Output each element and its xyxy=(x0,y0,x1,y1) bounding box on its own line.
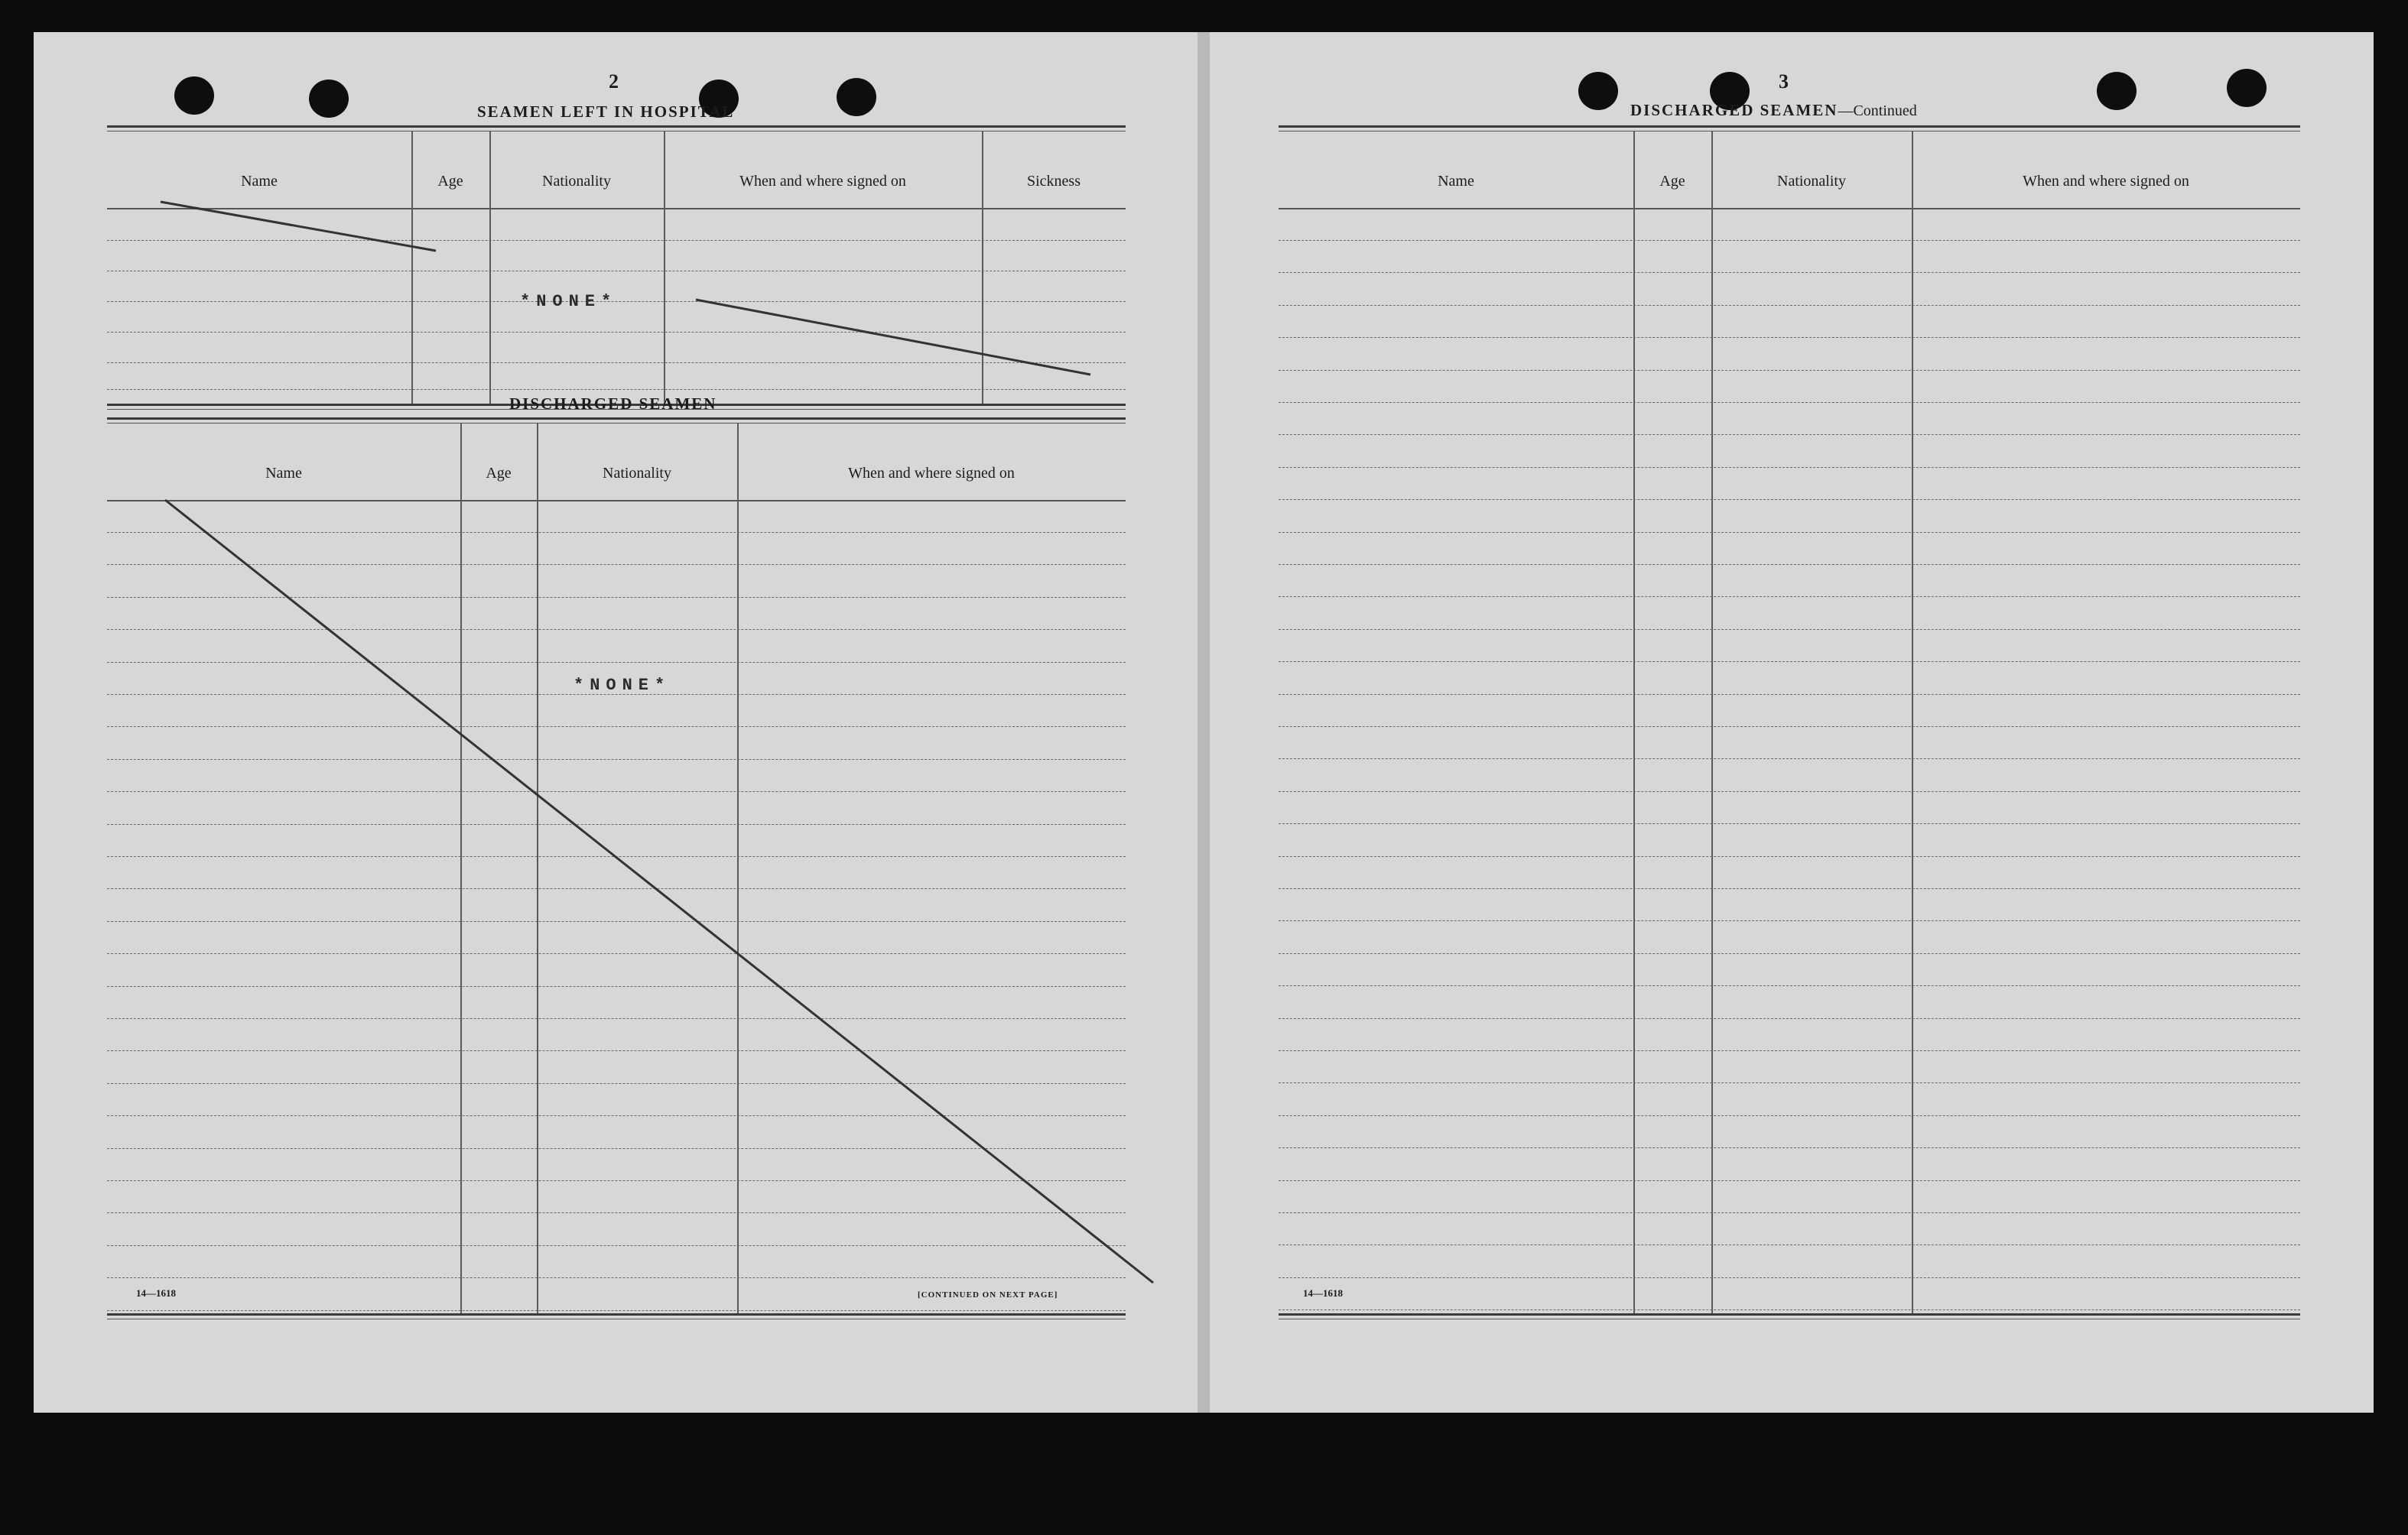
ruled-line xyxy=(1279,758,2300,759)
ruled-line xyxy=(1279,1018,2300,1019)
ruled-line xyxy=(1279,402,2300,403)
page-number: 2 xyxy=(609,70,619,92)
discharged-continued-table xyxy=(1279,125,2300,1321)
column-header-sickness: Sickness xyxy=(1027,173,1081,190)
ruled-line xyxy=(1279,953,2300,954)
ruled-line xyxy=(1279,1115,2300,1116)
none-stamp: *NONE* xyxy=(520,292,618,311)
ruled-line xyxy=(1279,305,2300,306)
column-header-nationality: Nationality xyxy=(603,465,671,482)
ruled-line xyxy=(1279,337,2300,338)
column-header-age: Age xyxy=(486,465,512,482)
ruled-line xyxy=(1279,467,2300,468)
right-page xyxy=(1210,32,2374,1413)
ruled-line xyxy=(1279,272,2300,273)
page-fold xyxy=(1198,32,1210,1413)
ruled-line xyxy=(1279,499,2300,500)
column-header-nationality: Nationality xyxy=(542,173,611,190)
column-header-nationality: Nationality xyxy=(1777,173,1846,190)
section-title xyxy=(1630,101,1917,120)
column-header-signed-on: When and where signed on xyxy=(739,173,906,190)
ruled-line xyxy=(1279,1147,2300,1148)
column-header-age: Age xyxy=(1659,173,1685,190)
ruled-line xyxy=(1279,1309,2300,1310)
strike-lines xyxy=(34,32,1198,1413)
ruled-line xyxy=(1279,985,2300,986)
ruled-line xyxy=(1279,661,2300,662)
ruled-line xyxy=(1279,1212,2300,1213)
continued-note: [CONTINUED ON NEXT PAGE] xyxy=(918,1290,1058,1300)
discharged-section-title: DISCHARGED SEAMEN xyxy=(509,394,717,413)
column-header-name: Name xyxy=(241,173,278,190)
section-title-text: DISCHARGED SEAMEN xyxy=(1630,101,1838,119)
column-header-signed-on: When and where signed on xyxy=(848,465,1015,482)
ruled-line xyxy=(1279,1180,2300,1181)
ruled-line xyxy=(1279,532,2300,533)
ruled-line xyxy=(1279,629,2300,630)
page-number: 3 xyxy=(1779,70,1789,92)
ruled-line xyxy=(1279,791,2300,792)
ruled-line xyxy=(1279,596,2300,597)
punch-hole xyxy=(2097,72,2137,110)
ruled-line xyxy=(1279,1050,2300,1051)
punch-hole xyxy=(2227,69,2267,107)
hospital-section-title: SEAMEN LEFT IN HOSPITAL xyxy=(477,102,735,121)
ruled-line xyxy=(1279,694,2300,695)
ruled-line xyxy=(1279,370,2300,371)
ruled-line xyxy=(1279,888,2300,889)
ruled-line xyxy=(1279,823,2300,824)
form-number: 14—1618 xyxy=(1303,1287,1343,1299)
ruled-line xyxy=(1279,726,2300,727)
ruled-line xyxy=(1279,564,2300,565)
section-title-suffix: —Continued xyxy=(1838,102,1917,119)
column-header-age: Age xyxy=(437,173,463,190)
ruled-line xyxy=(1279,856,2300,857)
none-stamp: *NONE* xyxy=(574,676,671,695)
column-header-signed-on: When and where signed on xyxy=(2023,173,2189,190)
punch-hole xyxy=(1578,72,1618,110)
form-number: 14—1618 xyxy=(136,1287,176,1299)
column-header-name: Name xyxy=(1438,173,1474,190)
ruled-line xyxy=(1279,920,2300,921)
ruled-line xyxy=(1279,1277,2300,1278)
ruled-line xyxy=(1279,434,2300,435)
ruled-line xyxy=(1279,240,2300,241)
left-page xyxy=(34,32,1198,1413)
column-header-name: Name xyxy=(265,465,302,482)
ruled-line xyxy=(1279,1082,2300,1083)
